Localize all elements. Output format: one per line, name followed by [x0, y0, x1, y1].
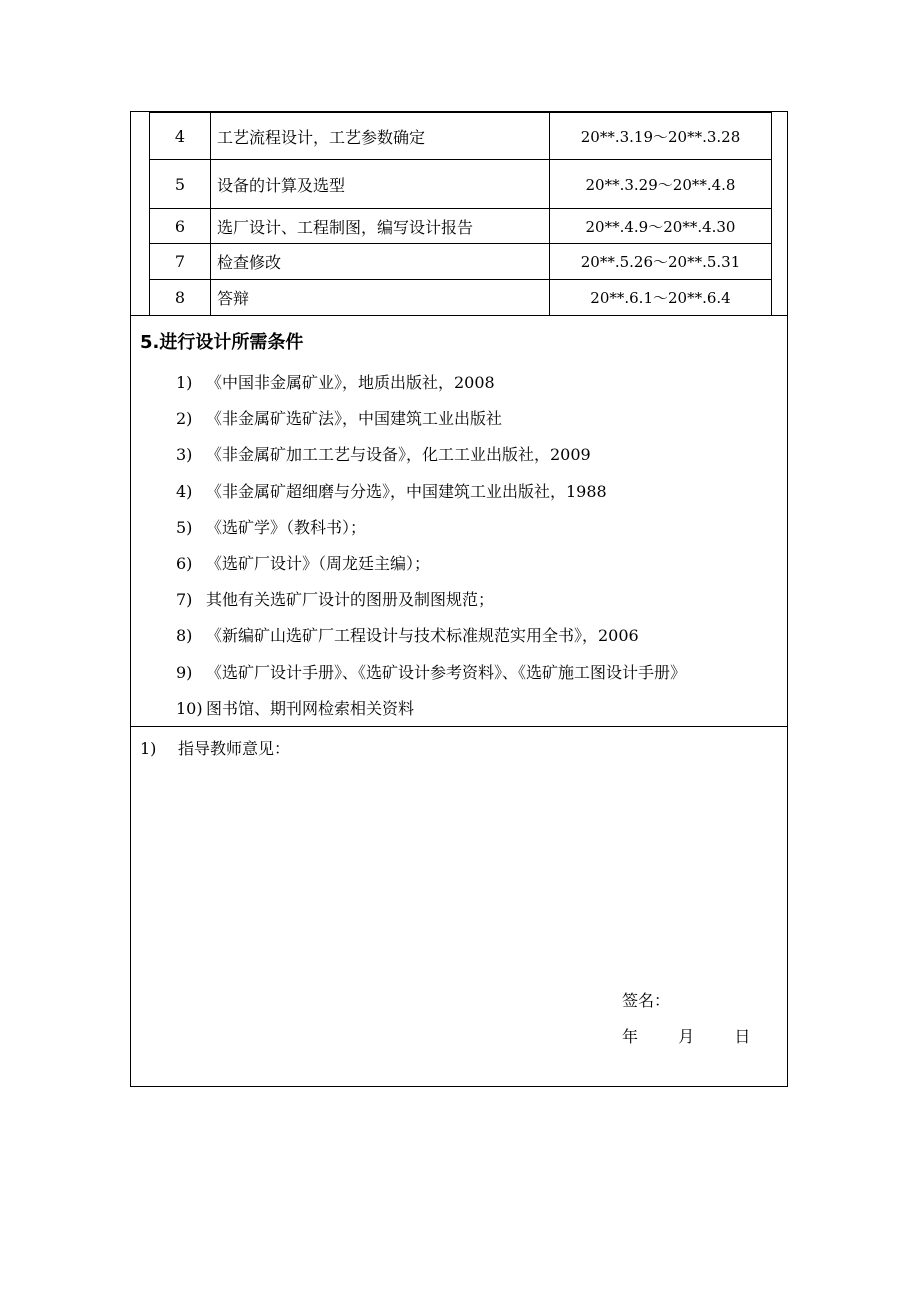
- list-item: [176, 442, 686, 478]
- month-label: 月: [678, 1027, 695, 1046]
- item-text: 图书馆、期刊网检索相关资料: [206, 698, 415, 718]
- list-item: [176, 660, 686, 696]
- item-number: 6): [176, 553, 193, 573]
- item-number: 10): [176, 698, 203, 718]
- item-number: 1): [176, 373, 193, 392]
- item-text: 《非金属矿加工工艺与设备》，化工工业出版社，2009: [206, 445, 591, 465]
- table-row: [150, 244, 772, 280]
- schedule-table: [149, 112, 772, 316]
- table-row: [150, 280, 772, 316]
- item-text: 《非金属矿选矿法》，中国建筑工业出版社: [206, 409, 503, 429]
- table-row: [150, 160, 772, 209]
- day-label: 日: [734, 1027, 751, 1046]
- item-text: 《选矿学》（教科书）；: [206, 517, 367, 537]
- opinion-number: 1): [140, 739, 157, 758]
- item-text: 《中国非金属矿业》，地质出版社，2008: [206, 373, 495, 392]
- list-item: [176, 479, 686, 515]
- list-item: [176, 515, 686, 551]
- section-title: 5.进行设计所需条件: [140, 332, 304, 353]
- item-number: 5): [176, 517, 193, 537]
- item-text: 《非金属矿超细磨与分选》，中国建筑工业出版社，1988: [206, 481, 607, 501]
- row-task: 检查修改: [211, 244, 550, 280]
- item-text: 《新编矿山选矿厂工程设计与技术标准规范实用全书》，2006: [206, 626, 639, 646]
- reference-list: [176, 370, 686, 732]
- section-divider: [130, 315, 788, 316]
- date-line: [622, 1024, 750, 1047]
- list-item: [176, 551, 686, 587]
- opinion-label: 指导教师意见：: [178, 739, 291, 758]
- row-date: 20**.5.26～20**.5.31: [550, 244, 772, 280]
- list-item: [176, 623, 686, 659]
- table-row: [150, 209, 772, 244]
- row-task: [211, 113, 550, 160]
- row-task: 答辩: [211, 280, 550, 316]
- item-text: 《选矿厂设计》（周龙廷主编）；: [206, 553, 431, 573]
- list-item: [176, 406, 686, 442]
- row-number: 5: [150, 160, 211, 209]
- item-number: 2): [176, 409, 193, 429]
- item-number: 4): [176, 481, 193, 501]
- list-item: [176, 370, 686, 406]
- row-date: 20**.6.1～20**.6.4: [550, 280, 772, 316]
- row-number: 6: [150, 209, 211, 244]
- row-task: 设备的计算及选型: [211, 160, 550, 209]
- row-number: 4: [150, 113, 211, 160]
- list-item: [176, 587, 686, 623]
- item-text: 《选矿厂设计手册》、《选矿设计参考资料》、《选矿施工图设计手册》: [206, 662, 687, 682]
- row-date: 20**.4.9～20**.4.30: [550, 209, 772, 244]
- row-number: 7: [150, 244, 211, 280]
- signature-label: 签名：: [622, 991, 671, 1010]
- item-number: 3): [176, 445, 193, 465]
- row-date: 20**.3.29～20**.4.8: [550, 160, 772, 209]
- item-number: 8): [176, 626, 193, 646]
- year-label: 年: [622, 1027, 639, 1046]
- row-task: 选厂设计、工程制图，编写设计报告: [211, 209, 550, 244]
- section-divider: [130, 726, 788, 727]
- item-number: 9): [176, 662, 193, 682]
- row-task-text: 工艺流程设计，工艺参数确定: [217, 127, 426, 147]
- item-text: 其他有关选矿厂设计的图册及制图规范；: [206, 590, 495, 610]
- table-row: [150, 113, 772, 160]
- item-number: 7): [176, 590, 193, 610]
- advisor-opinion: [140, 736, 290, 759]
- row-number: 8: [150, 280, 211, 316]
- row-date: 20**.3.19～20**.3.28: [550, 113, 772, 160]
